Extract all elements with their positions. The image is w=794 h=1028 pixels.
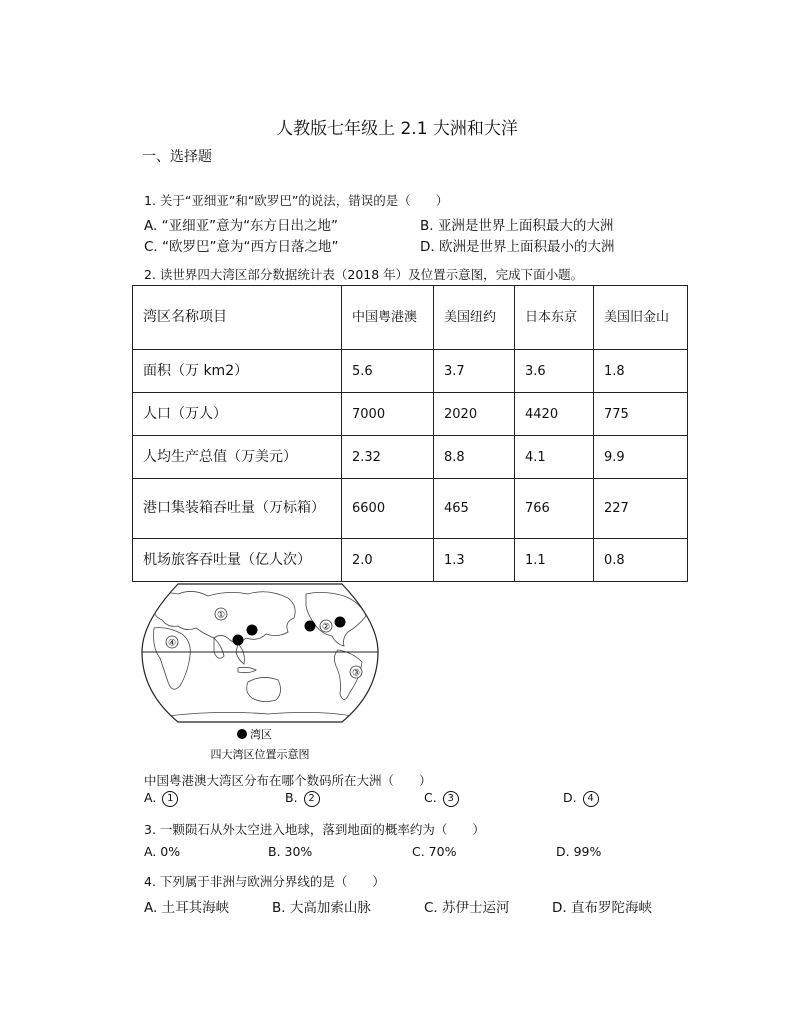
table-cell: 2020 [434,393,515,436]
table-header-cell: 美国纽约 [434,286,515,350]
table-cell: 2.0 [342,539,434,582]
table-row [133,436,688,479]
table-cell: 6600 [342,479,434,539]
q4-option-b: B. 大高加索山脉 [272,900,371,916]
q2-sub-option-a [144,790,178,807]
table-cell: 1.1 [515,539,594,582]
table-header-cell: 湾区名称项目 [133,286,342,350]
table-row [133,393,688,436]
map-label-3: ③ [351,668,361,679]
q4-stem: 4. 下列属于非洲与欧洲分界线的是（ ） [144,874,385,889]
bay-area-marker [335,617,346,628]
table-cell: 4.1 [515,436,594,479]
circled-number: 2 [304,791,320,807]
table-cell: 227 [594,479,688,539]
option-letter: A. [144,790,157,805]
q2-sub-stem: 中国粤港澳大湾区分布在哪个数码所在大洲（ ） [144,773,432,788]
table-header-cell: 美国旧金山 [594,286,688,350]
table-cell: 1.8 [594,350,688,393]
q3-option-a: A. 0% [144,844,181,859]
circled-number: 4 [583,791,599,807]
table-header-row [133,286,688,350]
table-cell: 2.32 [342,436,434,479]
table-cell: 机场旅客吞吐量（亿人次） [133,539,342,582]
q1-option-c: C. “欧罗巴”意为“西方日落之地” [144,239,339,255]
map-legend-text: 湾区 [250,728,272,741]
q2-sub-option-b [285,790,320,807]
table-cell: 面积（万 km2） [133,350,342,393]
option-letter: B. [285,790,298,805]
q2-sub-option-c [424,790,459,807]
bay-area-marker [233,635,244,646]
table-cell: 8.8 [434,436,515,479]
table-cell: 775 [594,393,688,436]
map-label-4: ④ [167,638,177,649]
q1-stem: 1. 关于“亚细亚”和“欧罗巴”的说法，错误的是（ ） [144,193,449,208]
table-cell: 1.3 [434,539,515,582]
table-cell: 766 [515,479,594,539]
document-title: 人教版七年级上 2.1 大洲和大洋 [276,119,518,139]
table-cell: 5.6 [342,350,434,393]
table-cell: 7000 [342,393,434,436]
circled-number: 3 [443,791,459,807]
q3-stem: 3. 一颗陨石从外太空进入地球，落到地面的概率约为（ ） [144,822,485,837]
q1-option-d: D. 欧洲是世界上面积最小的大洲 [420,239,615,255]
table-header-cell: 日本东京 [515,286,594,350]
table-row [133,539,688,582]
bay-area-stats-table [132,285,688,582]
section-heading: 一、选择题 [142,149,212,165]
q2-stem: 2. 读世界四大湾区部分数据统计表（2018 年）及位置示意图，完成下面小题。 [144,267,584,282]
q2-sub-option-d [563,790,599,807]
q3-option-c: C. 70% [412,844,457,859]
map-caption: 四大湾区位置示意图 [210,748,310,761]
table-cell: 4420 [515,393,594,436]
table-cell: 465 [434,479,515,539]
world-bay-areas-map [138,582,382,766]
bay-area-marker [305,621,316,632]
q3-option-d: D. 99% [556,844,602,859]
q4-option-a: A. 土耳其海峡 [144,900,230,916]
map-label-1: ① [216,610,226,621]
table-header-cell: 中国粤港澳 [342,286,434,350]
table-cell: 9.9 [594,436,688,479]
q3-option-b: B. 30% [268,844,313,859]
table-cell: 港口集装箱吞吐量（万标箱） [133,479,342,539]
bay-area-marker [247,625,258,636]
table-cell: 3.7 [434,350,515,393]
table-cell: 0.8 [594,539,688,582]
q4-option-d: D. 直布罗陀海峡 [552,900,652,916]
q1-option-a: A. “亚细亚”意为“东方日出之地” [144,218,339,234]
map-label-2: ② [321,622,331,633]
q4-option-c: C. 苏伊士运河 [424,900,510,916]
table-row [133,479,688,539]
table-cell: 人均生产总值（万美元） [133,436,342,479]
circled-number: 1 [162,791,178,807]
option-letter: C. [424,790,437,805]
table-row [133,350,688,393]
legend-marker [237,729,247,739]
option-letter: D. [563,790,577,805]
table-cell: 人口（万人） [133,393,342,436]
q1-option-b: B. 亚洲是世界上面积最大的大洲 [420,218,614,234]
table-cell: 3.6 [515,350,594,393]
